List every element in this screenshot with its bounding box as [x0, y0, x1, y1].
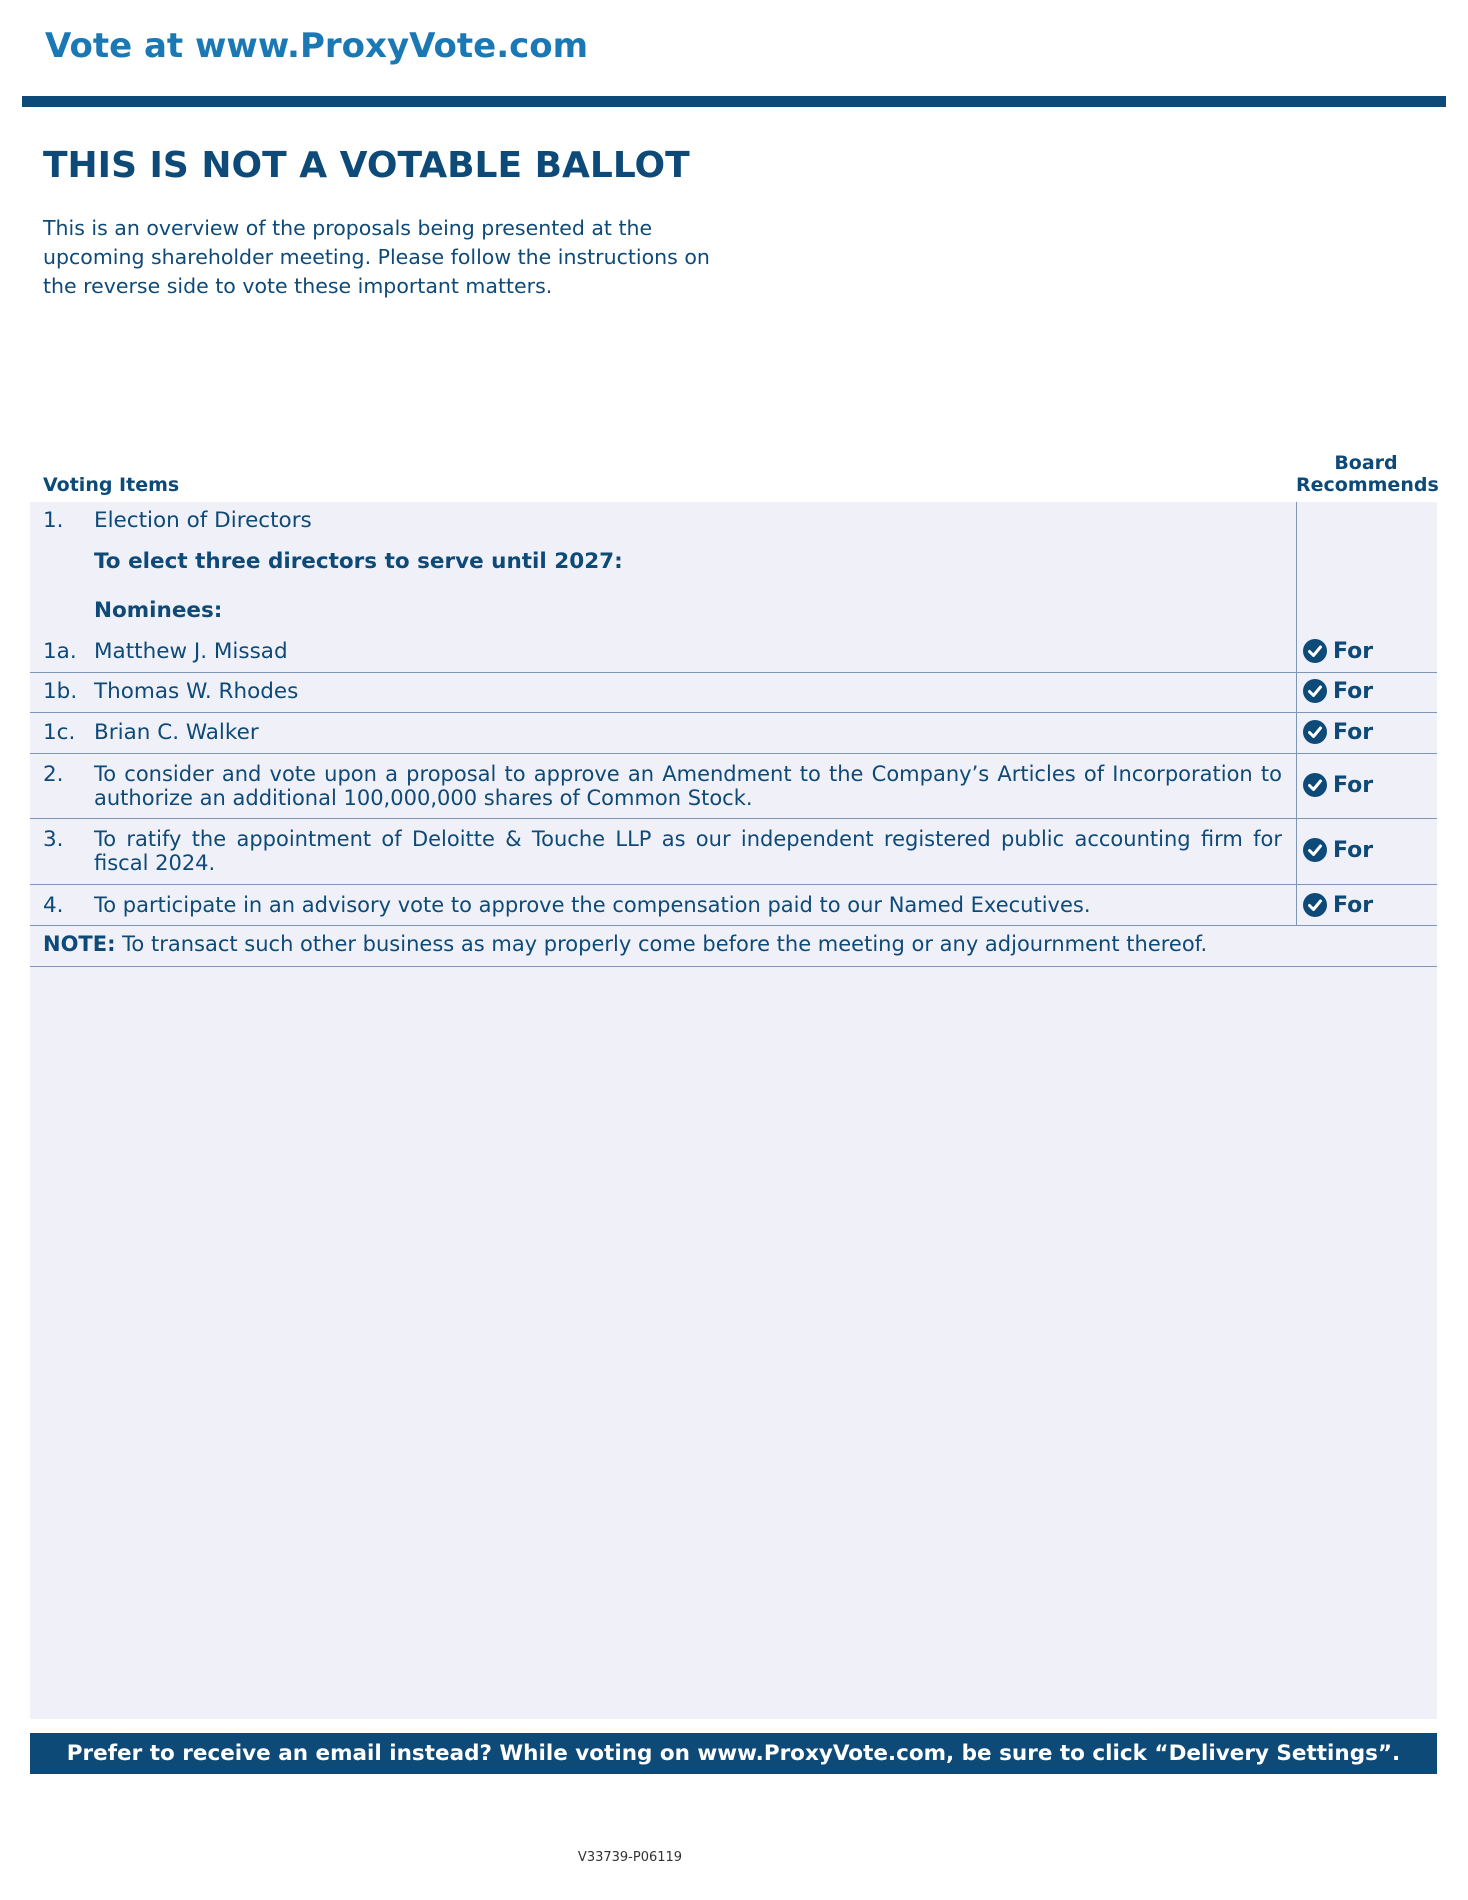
board-recommendation: [1302, 837, 1373, 863]
note-label: NOTE:: [43, 932, 116, 956]
intro-paragraph: [43, 214, 763, 301]
board-recommendation: [1302, 772, 1373, 798]
row-divider: [30, 966, 1437, 967]
column-divider: [1296, 502, 1297, 925]
election-subhead: To elect three directors to serve until 2027:: [94, 549, 623, 574]
intro-line: This is an overview of the proposals being presented at the: [43, 216, 653, 240]
board-header-line: Recommends: [1296, 474, 1439, 496]
nominee-number: 1c.: [43, 720, 76, 745]
nominees-label: Nominees:: [94, 598, 223, 623]
check-circle-icon: [1302, 772, 1328, 798]
email-delivery-banner: Prefer to receive an email instead? While voting on www.ProxyVote.com, be sure to click “Delivery Settings”.: [30, 1733, 1437, 1774]
item-number: 1.: [43, 508, 64, 533]
check-circle-icon: [1302, 678, 1328, 704]
proposal-text: To participate in an advisory vote to approve the compensation paid to our Named Executives.: [94, 893, 1091, 917]
intro-line: the reverse side to vote these important matters.: [43, 274, 553, 298]
recommendation-label: For: [1333, 638, 1374, 664]
row-divider: [30, 753, 1437, 754]
check-circle-icon: [1302, 719, 1328, 745]
row-divider: [30, 925, 1437, 926]
recommendation-label: For: [1333, 719, 1374, 745]
proposal-number: 2.: [43, 762, 64, 787]
nominee-number: 1b.: [43, 679, 78, 704]
note-text: To transact such other business as may properly come before the meeting or any adjournment thereof.: [115, 932, 1208, 956]
board-recommendation: [1302, 892, 1373, 918]
row-divider: [30, 672, 1437, 673]
board-recommendation: [1302, 638, 1373, 664]
nominee-name: Brian C. Walker: [94, 720, 259, 745]
nominee-name: Thomas W. Rhodes: [94, 679, 299, 704]
item-label: Election of Directors: [94, 508, 312, 533]
board-recommendation: [1302, 719, 1373, 745]
check-circle-icon: [1302, 892, 1328, 918]
check-circle-icon: [1302, 638, 1328, 664]
note-row: [43, 932, 1207, 956]
row-divider: [30, 884, 1437, 885]
recommendation-label: For: [1333, 892, 1374, 918]
page-title: THIS IS NOT A VOTABLE BALLOT: [43, 145, 690, 186]
proposal-text: To ratify the appointment of Deloitte & Touche LLP as our independent registered public accounting firm for fiscal 2024.: [94, 827, 1282, 875]
check-circle-icon: [1302, 837, 1328, 863]
board-header-line: Board: [1334, 452, 1398, 474]
board-recommendation: [1302, 678, 1373, 704]
proposal-number: 4.: [43, 893, 64, 918]
recommendation-label: For: [1333, 678, 1374, 704]
proposal-number: 3.: [43, 827, 64, 852]
voting-items-header: Voting Items: [43, 474, 180, 496]
nominee-number: 1a.: [43, 639, 77, 664]
proposal-text: To consider and vote upon a proposal to approve an Amendment to the Company’s Articles of Incorporation to authorize an additional 100,000,000 shares of Common Stock.: [94, 762, 1282, 810]
intro-line: upcoming shareholder meeting. Please follow the instructions on: [43, 245, 710, 269]
vote-url-heading: Vote at www.ProxyVote.com: [45, 26, 589, 66]
board-recommends-header: [1296, 452, 1439, 496]
row-divider: [30, 818, 1437, 819]
nominee-name: Matthew J. Missad: [94, 639, 288, 664]
recommendation-label: For: [1333, 772, 1374, 798]
row-divider: [30, 712, 1437, 713]
document-code: V33739-P06119: [577, 1850, 683, 1865]
recommendation-label: For: [1333, 837, 1374, 863]
top-divider: [22, 96, 1446, 107]
